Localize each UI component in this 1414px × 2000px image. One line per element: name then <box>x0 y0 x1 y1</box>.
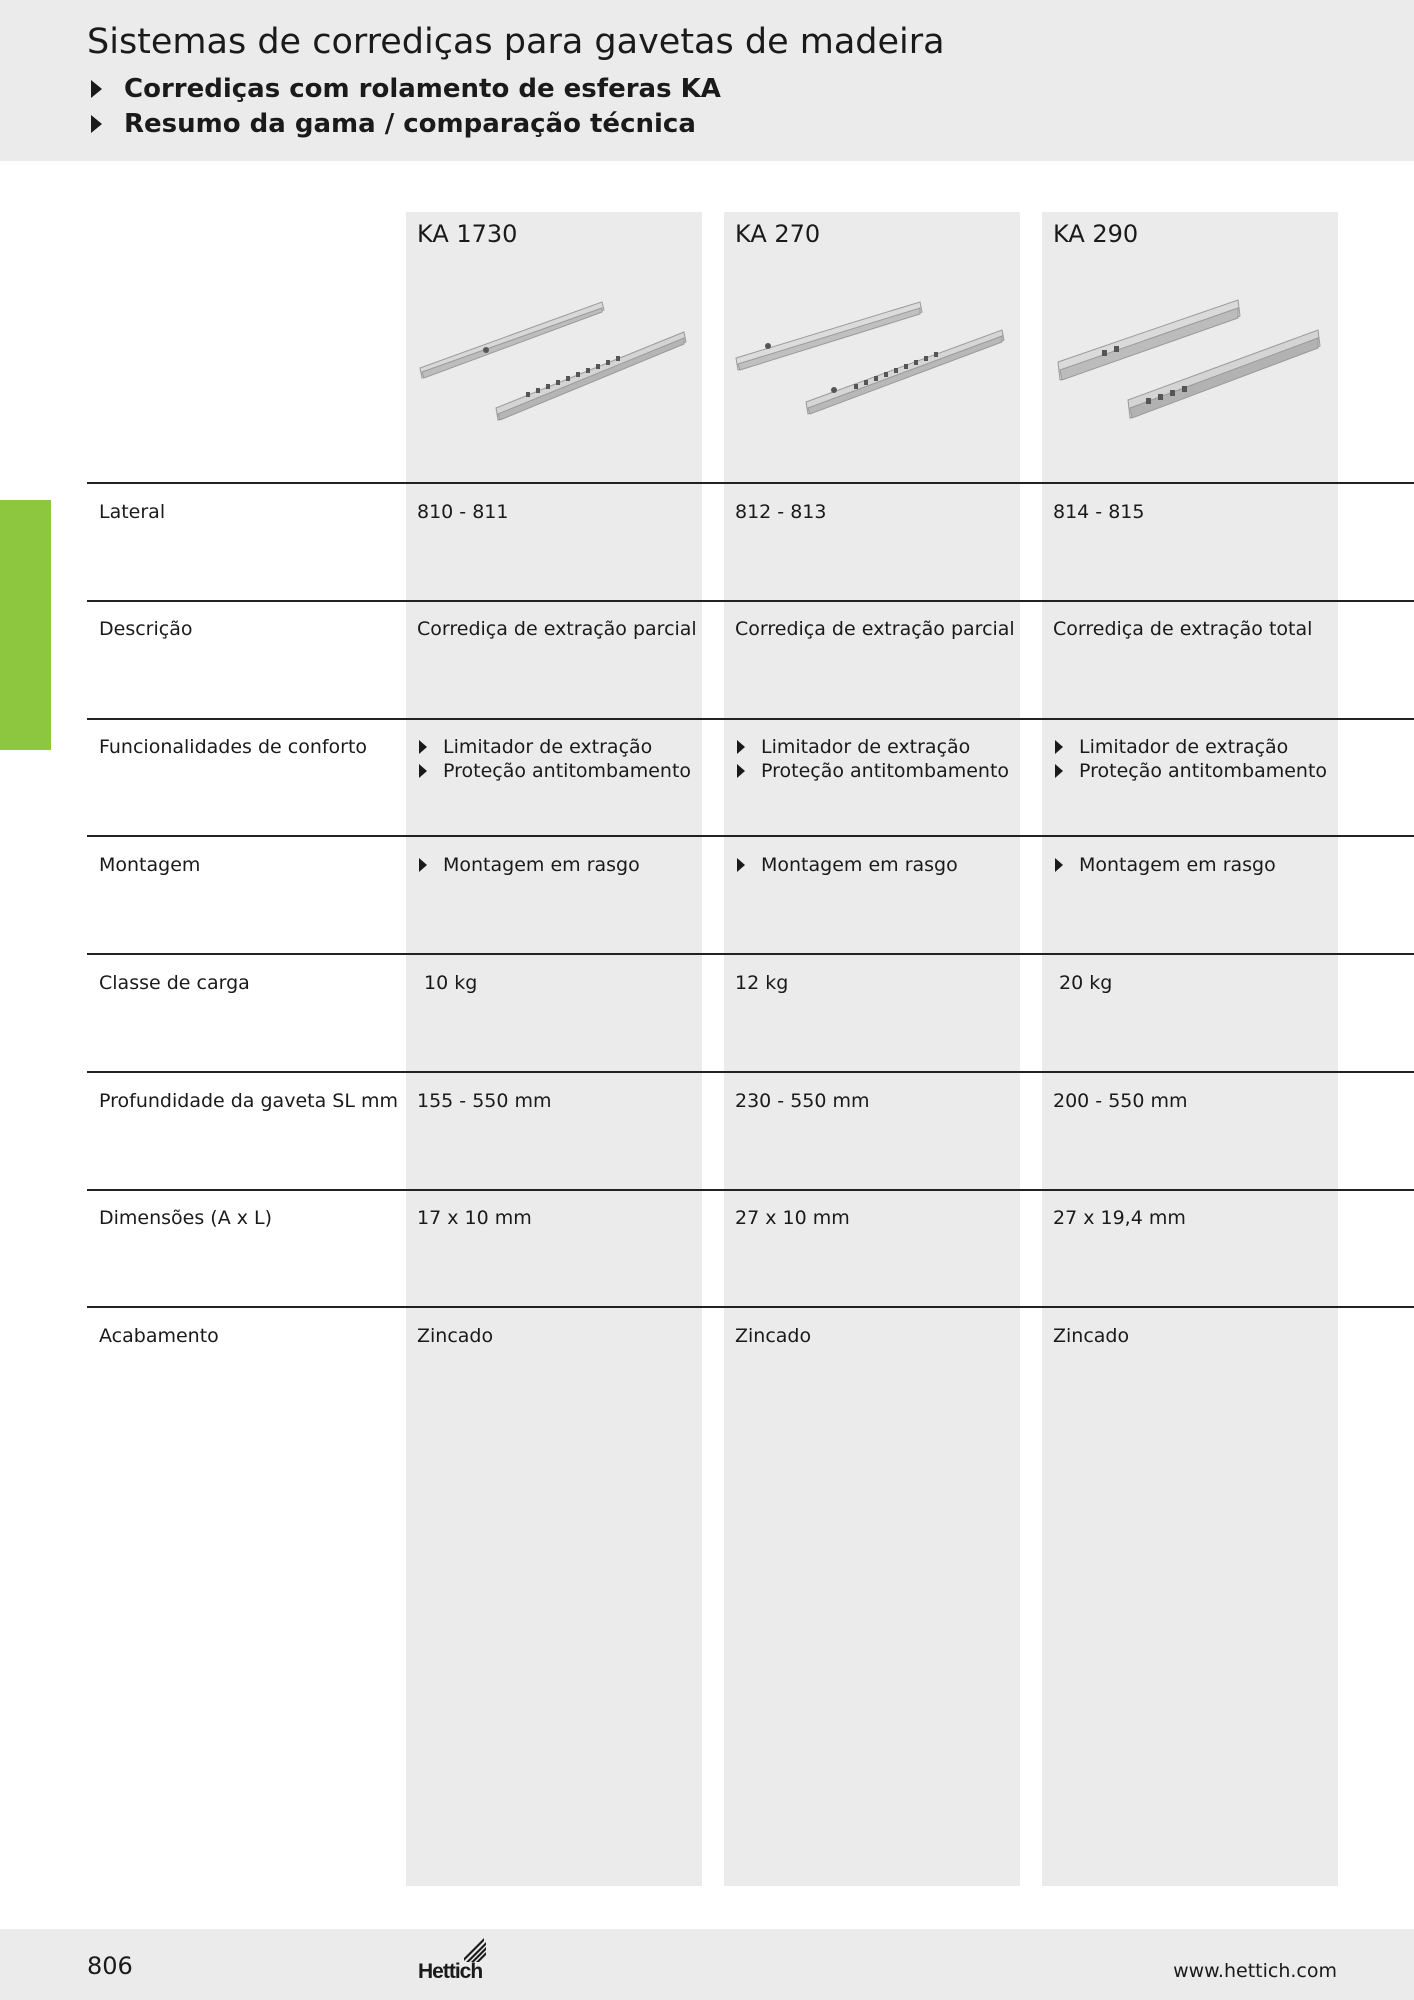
row-value: Corrediça de extração total <box>1053 618 1313 640</box>
row-value: 20 kg <box>1059 972 1113 994</box>
arrow-right-icon <box>91 115 102 133</box>
brand-name: Hettich <box>418 1960 483 1983</box>
bullet-list <box>735 853 958 877</box>
hettich-logo <box>418 1936 490 1986</box>
row-label: Montagem <box>99 854 201 876</box>
row-divider <box>87 1071 1414 1073</box>
row-value: Corrediça de extração parcial <box>417 618 697 640</box>
bullet-text: Limitador de extração <box>443 736 653 758</box>
bullet-arrow-icon <box>1055 764 1063 778</box>
row-label: Lateral <box>99 501 166 523</box>
bullet-text: Proteção antitombamento <box>443 760 692 782</box>
slide-image <box>406 280 702 440</box>
bullet-arrow-icon <box>419 764 427 778</box>
row-divider <box>87 835 1414 837</box>
bullet-arrow-icon <box>419 740 427 754</box>
product-column-ka270 <box>724 212 1020 1886</box>
bullet-text: Proteção antitombamento <box>1079 760 1328 782</box>
row-value: 230 - 550 mm <box>735 1090 870 1112</box>
row-value: 17 x 10 mm <box>417 1207 532 1229</box>
bullet-text: Montagem em rasgo <box>761 854 958 876</box>
bullet-text: Limitador de extração <box>1079 736 1289 758</box>
row-value: Corrediça de extração parcial <box>735 618 1015 640</box>
bullet-text: Proteção antitombamento <box>761 760 1010 782</box>
section-tab <box>0 500 51 750</box>
bullet-arrow-icon <box>419 858 427 872</box>
bullet-arrow-icon <box>1055 858 1063 872</box>
product-name: KA 1730 <box>417 220 518 248</box>
bullet-text: Limitador de extração <box>761 736 971 758</box>
bullet-arrow-icon <box>737 764 745 778</box>
row-label: Dimensões (A x L) <box>99 1207 273 1229</box>
row-value: 27 x 10 mm <box>735 1207 850 1229</box>
row-divider <box>87 718 1414 720</box>
bullet-arrow-icon <box>1055 740 1063 754</box>
bullet-text: Montagem em rasgo <box>1079 854 1276 876</box>
subtitle-1-text: Corrediças com rolamento de esferas KA <box>124 74 721 104</box>
bullet-arrow-icon <box>737 858 745 872</box>
subtitle-2-text: Resumo da gama / comparação técnica <box>124 109 696 139</box>
bullet-list <box>735 735 1009 783</box>
bullet-list <box>417 853 640 877</box>
row-divider <box>87 1306 1414 1308</box>
subtitle-2 <box>87 109 696 139</box>
row-value: 200 - 550 mm <box>1053 1090 1188 1112</box>
row-value: 155 - 550 mm <box>417 1090 552 1112</box>
logo-stripes-icon <box>462 1936 488 1962</box>
arrow-right-icon <box>91 80 102 98</box>
row-divider <box>87 953 1414 955</box>
row-value: Zincado <box>417 1325 494 1347</box>
row-label: Descrição <box>99 618 193 640</box>
row-divider <box>87 600 1414 602</box>
product-name: KA 290 <box>1053 220 1139 248</box>
row-value: Zincado <box>735 1325 812 1347</box>
row-divider <box>87 1189 1414 1191</box>
bullet-arrow-icon <box>737 740 745 754</box>
slide-image <box>1042 280 1338 440</box>
bullet-text: Montagem em rasgo <box>443 854 640 876</box>
row-value: 12 kg <box>735 972 789 994</box>
row-label: Classe de carga <box>99 972 250 994</box>
page-header <box>0 0 1414 161</box>
page-title: Sistemas de corrediças para gavetas de madeira <box>87 22 945 62</box>
row-divider <box>87 482 1414 484</box>
row-value: 10 kg <box>424 972 478 994</box>
row-value: 814 - 815 <box>1053 501 1145 523</box>
row-label: Funcionalidades de conforto <box>99 736 368 758</box>
row-label: Profundidade da gaveta SL mm <box>99 1090 398 1112</box>
product-name: KA 270 <box>735 220 821 248</box>
row-value: 810 - 811 <box>417 501 509 523</box>
slide-image <box>724 280 1020 440</box>
row-value: Zincado <box>1053 1325 1130 1347</box>
page-number: 806 <box>87 1952 133 1980</box>
row-value: 812 - 813 <box>735 501 827 523</box>
subtitle-1 <box>87 74 721 104</box>
row-value: 27 x 19,4 mm <box>1053 1207 1186 1229</box>
bullet-list <box>417 735 691 783</box>
bullet-list <box>1053 853 1276 877</box>
website-link[interactable]: www.hettich.com <box>1173 1960 1337 1982</box>
product-column-ka1730 <box>406 212 702 1886</box>
bullet-list <box>1053 735 1327 783</box>
row-label: Acabamento <box>99 1325 219 1347</box>
product-column-ka290 <box>1042 212 1338 1886</box>
